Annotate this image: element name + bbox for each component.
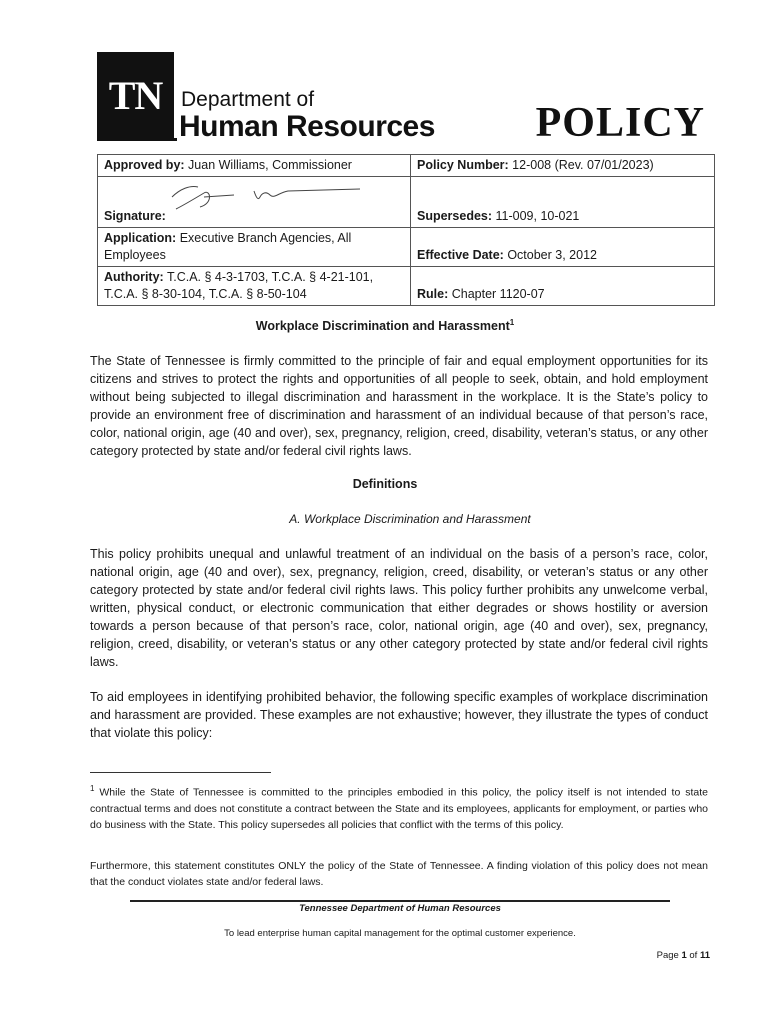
supersedes-label: Supersedes: [417,209,493,223]
page-current: 1 [681,950,687,961]
examples-intro-paragraph: To aid employees in identifying prohibited behavior, the following specific examples of workplace discrimination and harassment are provided. These examples are not exhaustive; however, they illustrate the types of conduct that violate this policy: [90,690,708,740]
approved-by-value: Juan Williams, Commissioner [188,158,352,172]
footnote-1 [90,781,708,833]
effective-date-cell [411,228,715,267]
rule-label: Rule: [417,287,449,301]
supersedes-value: 11-009, 10-021 [495,209,580,223]
footer-divider [130,900,670,902]
dept-line2: Human Resources [179,110,435,143]
policy-info-table [97,154,715,306]
effective-date-value: October 3, 2012 [507,248,597,262]
title-footnote-mark: 1 [509,318,515,327]
footer-mission: To lead enterprise human capital management for the optimal customer experience. [224,928,576,939]
policy-heading: POLICY [535,100,705,146]
policy-number-cell [411,155,715,177]
policy-number-value: 12-008 (Rev. 07/01/2023) [512,158,654,172]
rule-cell [411,267,715,306]
page-prefix: Page [656,950,679,961]
dept-line1: Department of [181,88,315,111]
supersedes-cell [411,177,715,228]
footnote-mark: 1 [90,784,95,793]
logo-underline [97,138,177,141]
footnote-text-1: While the State of Tennessee is committed to the principles embodied in this policy, the policy itself is not intended to state contractual terms and does not constitute a contract between the State and its employees, applicants for employment, or parties who do business with the State. This policy supersedes all policies that conflict with the terms of this policy. [90,786,708,831]
tn-logo: TN [97,52,174,140]
document-title-text: Workplace Discrimination and Harassment [255,319,510,334]
subsection-a-heading: A. Workplace Discrimination and Harassment [289,512,531,526]
definitions-heading: Definitions [352,477,418,491]
application-label: Application: [104,231,177,245]
letterhead [97,52,705,144]
definition-paragraph: This policy prohibits unequal and unlawful treatment of an individual on the basis of a person’s race, color, national origin, age (40 and over), sex, pregnancy, religion, creed, disability, or veteran’s status or any other category protected by state and/or federal civil rights laws. This policy further prohibits any unwelcome verbal, written, physical conduct, or electronic communication that either degrades or shows hostility or aversion towards a person because of that person’s race, color, national origin, age (40 and over), sex, pregnancy, religion, creed, disability, or veteran’s status or any other category protected by state and/or federal civil rights laws. [90,547,708,669]
application-cell [98,228,411,267]
authority-cell [98,267,411,306]
signature-label: Signature: [104,209,166,223]
page-number [657,950,710,961]
application-value: Executive Branch Agencies, All Employees [104,231,352,262]
signature-image [170,179,370,215]
rule-value: Chapter 1120-07 [451,287,545,301]
authority-value: T.C.A. § 4-3-1703, T.C.A. § 4-21-101, T.C.A. § 8-30-104, T.C.A. § 8-50-104 [104,270,374,301]
signature-cell [98,177,411,228]
document-title [0,318,770,333]
policy-number-label: Policy Number: [417,158,509,172]
footer-org: Tennessee Department of Human Resources [299,903,501,914]
approved-by-label: Approved by: [104,158,185,172]
footnote-divider [90,772,271,773]
page-total: 11 [699,950,710,961]
page-of: of [689,950,698,961]
footnote-text-2: Furthermore, this statement constitutes ONLY the policy of the State of Tennessee. A finding violation of this policy does not mean that the conduct violates state and/or federal laws. [90,860,708,888]
effective-date-label: Effective Date: [417,248,504,262]
authority-label: Authority: [104,270,164,284]
approved-by-cell [98,155,411,177]
intro-paragraph: The State of Tennessee is firmly committed to the principle of fair and equal employment opportunities for its citizens and strives to protect the rights and opportunities of all people to seek, obtain, and hold employment without being subjected to illegal discrimination and harassment in the workplace. It is the State’s policy to provide an environment free of discrimination and harassment of an individual because of that person’s race, color, national origin, age (40 and over), sex, pregnancy, religion, creed, disability, veteran’s status, or any other category protected by state and/or federal civil rights laws. [90,354,708,458]
